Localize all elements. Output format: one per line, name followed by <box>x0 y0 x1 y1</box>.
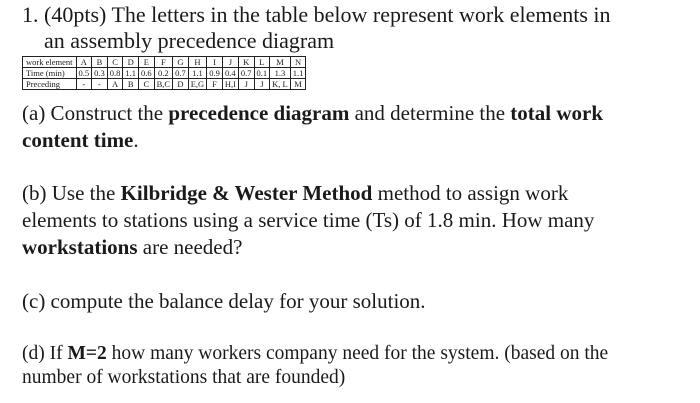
part-a-text-3: . <box>133 128 139 152</box>
part-d-m-value: M=2 <box>67 343 107 364</box>
table-cell: H <box>188 57 206 68</box>
table-cell: N <box>290 57 306 68</box>
table-cell: F <box>154 57 172 68</box>
part-a-text-2: and determine the <box>349 101 511 125</box>
table-cell: B <box>92 57 108 68</box>
table-cell: H,I <box>222 79 238 90</box>
table-cell: 1.1 <box>123 68 139 79</box>
table-cell: K <box>238 57 254 68</box>
part-d-text-3: number of workstations that are founded) <box>22 367 346 388</box>
part-d-text-2: how many workers company need for the system. (based on the <box>106 343 609 364</box>
part-b-workstations: workstations <box>22 235 138 259</box>
row-header: Time (min) <box>23 68 77 79</box>
table-cell: B <box>123 79 139 90</box>
table-cell: E <box>139 57 155 68</box>
question-title-line-2 <box>44 29 334 53</box>
part-c-text: (c) compute the balance delay for your solution. <box>22 289 426 313</box>
part-d-line-2 <box>22 366 345 390</box>
part-b-text-3: elements to stations using a service time (Ts) of 1.8 min. How many <box>22 208 595 232</box>
table-cell: D <box>123 57 139 68</box>
part-d-line-1 <box>22 342 608 366</box>
part-a-line-1 <box>22 101 603 125</box>
part-b-text-2: method to assign work <box>372 181 569 205</box>
table-cell: D <box>173 79 189 90</box>
table-cell: 0.8 <box>107 68 123 79</box>
part-a-text-1: (a) Construct the <box>22 101 169 125</box>
part-b-text-1: (b) Use the <box>22 181 121 205</box>
table-cell: 0.1 <box>254 68 270 79</box>
table-cell: 0.3 <box>92 68 108 79</box>
table-cell: E,G <box>188 79 206 90</box>
table-cell: 0.7 <box>173 68 189 79</box>
part-b-text-4: are needed? <box>137 235 243 259</box>
table-cell: M <box>290 79 306 90</box>
part-a-precedence-diagram: precedence diagram <box>168 101 350 125</box>
question-number: 1. <box>22 2 39 27</box>
table-cell: 1.3 <box>270 68 291 79</box>
table-cell: - <box>76 79 92 90</box>
table-cell: F <box>207 79 223 90</box>
question-intro-1: The letters in the table below represent work elements in <box>111 2 611 27</box>
table-cell: 1.1 <box>290 68 306 79</box>
question-intro-2: an assembly precedence diagram <box>44 28 335 53</box>
table-cell: M <box>270 57 291 68</box>
part-c-line-1 <box>22 289 426 313</box>
table-row <box>23 57 306 68</box>
table-cell: A <box>76 57 92 68</box>
table-row <box>23 79 306 90</box>
part-b-line-2 <box>22 208 594 232</box>
table-cell: 0.2 <box>154 68 172 79</box>
table-cell: B,C <box>154 79 172 90</box>
table-cell: A <box>107 79 123 90</box>
question-title-line-1 <box>22 3 611 27</box>
table-cell: - <box>92 79 108 90</box>
table-cell: K, L <box>270 79 291 90</box>
table-cell: 0.4 <box>222 68 238 79</box>
row-header: work element <box>23 57 77 68</box>
part-b-method-name: Kilbridge & Wester Method <box>120 181 373 205</box>
part-a-content-time: content time <box>22 128 134 152</box>
table-cell: 0.7 <box>238 68 254 79</box>
part-a-total-work: total work <box>510 101 604 125</box>
table-row <box>23 68 306 79</box>
table-cell: J <box>238 79 254 90</box>
question-points: (40pts) <box>44 2 107 27</box>
table-cell: J <box>222 57 238 68</box>
table-cell: 0.5 <box>76 68 92 79</box>
table-cell: I <box>207 57 223 68</box>
table-cell: C <box>139 79 155 90</box>
table-cell: G <box>173 57 189 68</box>
table-cell: 0.9 <box>207 68 223 79</box>
work-element-table <box>22 56 306 90</box>
table-cell: C <box>107 57 123 68</box>
part-a-line-2 <box>22 128 139 152</box>
row-header: Preceding <box>23 79 77 90</box>
table-cell: 1.1 <box>188 68 206 79</box>
table-cell: L <box>254 57 270 68</box>
table-cell: 0.6 <box>139 68 155 79</box>
part-b-line-3 <box>22 235 242 259</box>
part-d-text-1: (d) If <box>22 343 68 364</box>
part-b-line-1 <box>22 181 568 205</box>
table-cell: J <box>254 79 270 90</box>
